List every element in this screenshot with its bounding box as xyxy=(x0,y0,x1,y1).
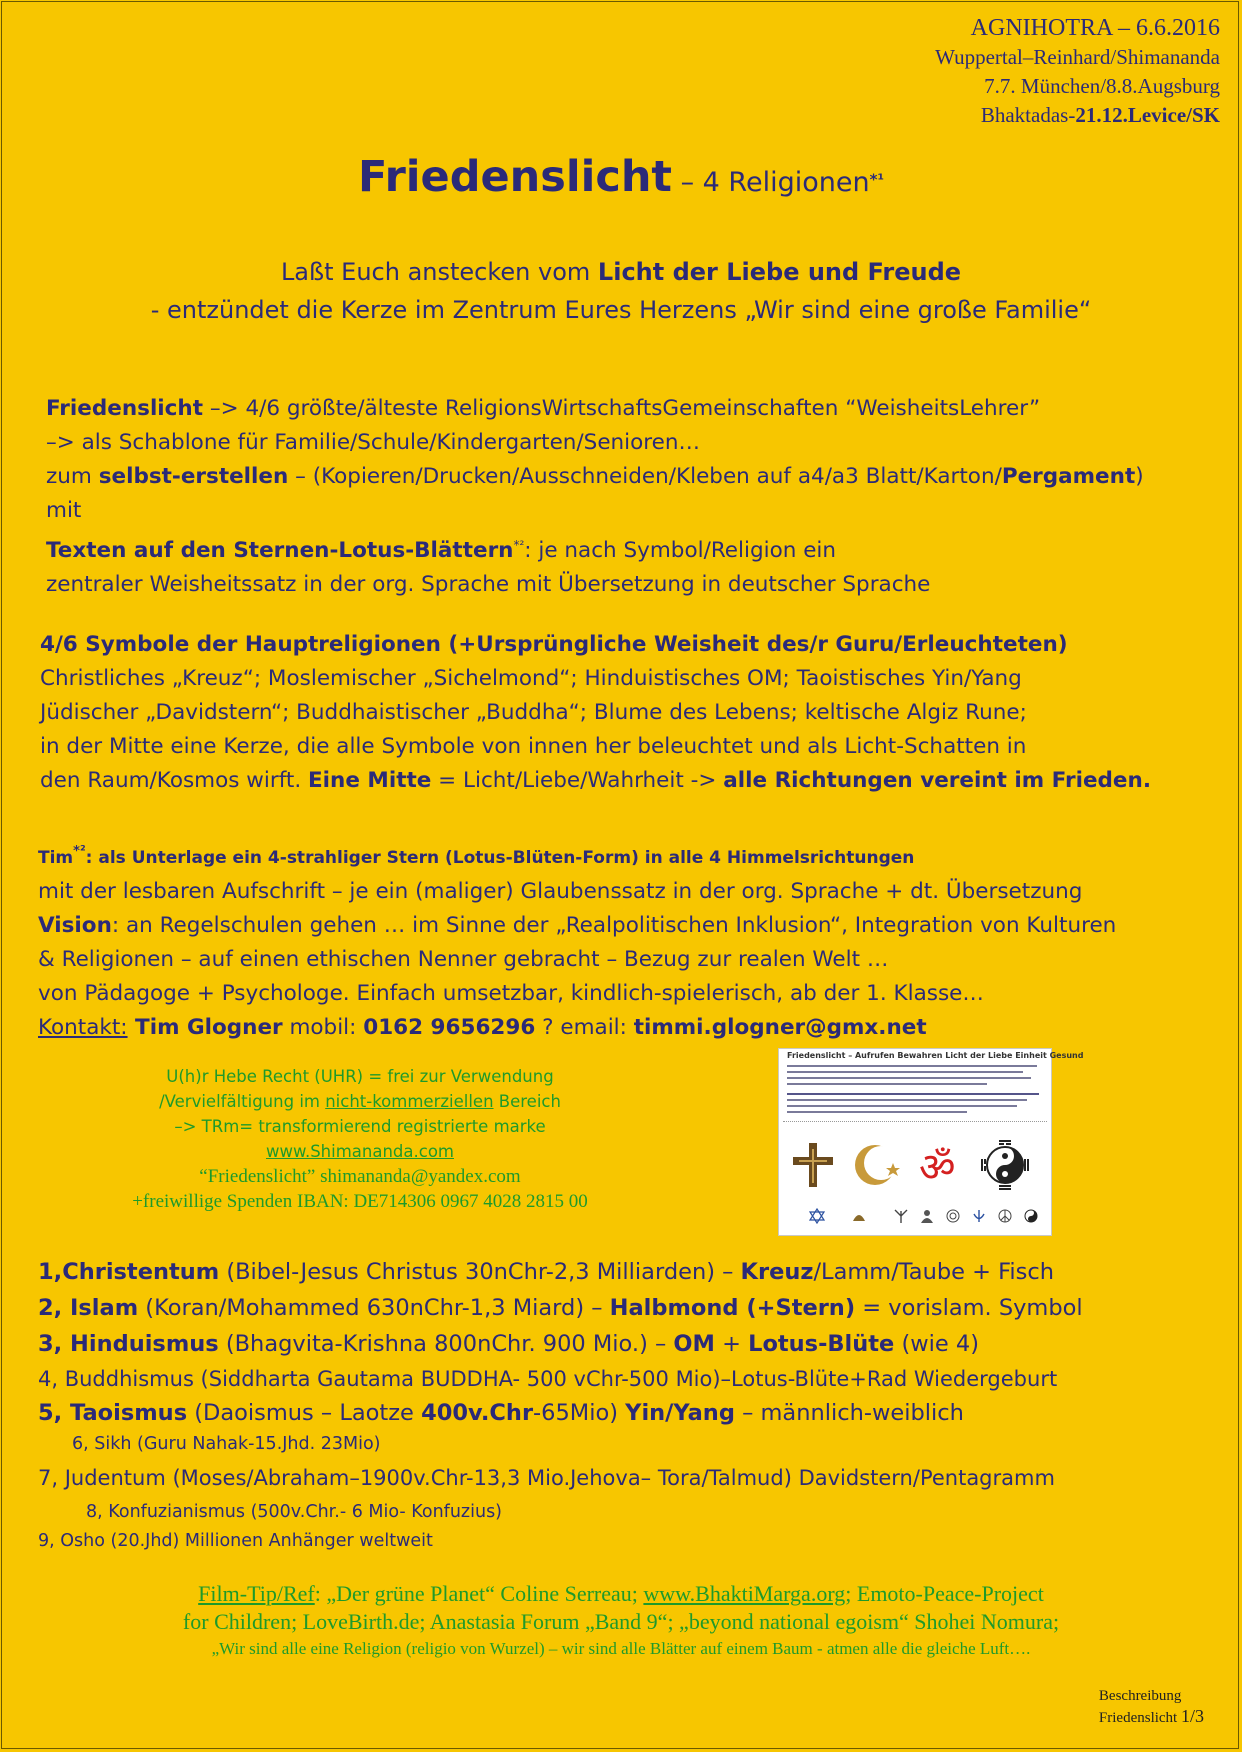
footer-bhaktimarga-link[interactable]: www.BhaktiMarga.org xyxy=(643,1581,846,1606)
r2b: (Koran/Mohammed 630nChr-1,3 Miard) – xyxy=(138,1295,610,1321)
buddha-icon xyxy=(919,1209,935,1223)
license-block xyxy=(100,1064,620,1214)
khanda-icon xyxy=(971,1209,987,1223)
thumb-text-line xyxy=(787,1093,1039,1095)
subtitle-l1a: Laßt Euch anstecken vom xyxy=(280,258,598,286)
r5c: 400v.Chr xyxy=(421,1400,534,1426)
tim-l1sup: *² xyxy=(73,844,86,859)
page-number: 1/3 xyxy=(1180,1706,1204,1726)
om-icon xyxy=(915,1139,967,1191)
yin-yang-small-icon xyxy=(1023,1209,1039,1223)
intro-l1a: Friedenslicht xyxy=(46,396,204,421)
intro-l3d: Pergament xyxy=(1001,464,1136,489)
intro-l1b: –> 4/6 größte/älteste ReligionsWirtschaftsGemeinschaften “WeisheitsLehrer” xyxy=(203,396,1041,421)
religion-item-6: 6, Sikh (Guru Nahak-15.Jhd. 23Mio) xyxy=(72,1434,381,1454)
title-rest: – 4 Religionen xyxy=(672,167,870,198)
r5a: 5, Taoismus xyxy=(38,1400,188,1426)
svg-text:ॐ: ॐ xyxy=(919,1145,956,1191)
religion-item-9: 9, Osho (20.Jhd) Millionen Anhänger weltweit xyxy=(38,1531,433,1551)
flower-of-life-icon xyxy=(945,1209,961,1223)
license-website-link[interactable]: www.Shimananda.com xyxy=(265,1142,454,1161)
header-line-4 xyxy=(935,101,1220,130)
footer-line-1 xyxy=(0,1580,1242,1608)
r5b: (Daoismus – Laotze xyxy=(187,1400,422,1426)
thumb-text-line xyxy=(787,1083,987,1085)
yin-yang-icon xyxy=(979,1139,1031,1191)
page-description-2 xyxy=(1099,1706,1204,1728)
contact-name: Tim Glogner xyxy=(127,1015,283,1041)
r5f: – männlich-weiblich xyxy=(734,1400,964,1426)
license-line-5: “Friedenslicht” shimananda@yandex.com xyxy=(199,1166,521,1187)
symbols-line-2: Jüdischer „Davidstern“; Buddhaistischer „Buddha“; Blume des Lebens; keltische Algiz Rune; xyxy=(40,700,1027,725)
religion-item-7: 7, Judentum (Moses/Abraham–1900v.Chr-13,3 Mio.Jehova– Tora/Talmud) Davidstern/Pentagramm xyxy=(38,1466,1055,1490)
religion-item-1 xyxy=(38,1254,1083,1290)
thumb-text-line xyxy=(787,1105,1017,1107)
page-desc-2-text: Friedenslicht xyxy=(1098,1710,1178,1726)
intro-l3c: – (Kopieren/Drucken/Ausschneiden/Kleben auf a4/a3 Blatt/Karton/ xyxy=(288,464,1002,489)
cross-icon xyxy=(787,1139,839,1191)
header-line-2: Wuppertal–Reinhard/Shimananda xyxy=(935,45,1220,69)
r2c: Halbmond (+Stern) xyxy=(609,1295,856,1321)
thumb-text-line xyxy=(787,1071,1023,1073)
r2d: = vorislam. Symbol xyxy=(855,1295,1083,1321)
intro-l3e: ) xyxy=(1135,464,1144,489)
license-line-3: –> TRm= transformierend registrierte marke xyxy=(174,1117,546,1136)
algiz-rune-icon xyxy=(893,1209,909,1223)
header-line-4-b: 21.12.Levice/SK xyxy=(1075,103,1220,127)
page-number-block xyxy=(1099,1686,1204,1728)
page-description: Beschreibung xyxy=(1098,1688,1182,1704)
footer-line-2: for Children; LoveBirth.de; Anastasia Forum „Band 9“; „beyond national egoism“ Shohei Nomura; xyxy=(182,1609,1060,1634)
intro-line-4: mit xyxy=(46,498,82,523)
contact-mobile-label: mobil: xyxy=(282,1015,364,1041)
license-l2b: nicht-kommerziellen xyxy=(325,1092,494,1111)
contact-email[interactable]: timmi.glogner@gmx.net xyxy=(633,1015,927,1041)
star-of-david-icon xyxy=(809,1209,825,1223)
license-iban: +freiwillige Spenden IBAN: DE714306 0967 4028 2815 00 xyxy=(132,1191,588,1212)
license-l2a: /Vervielfältigung im xyxy=(159,1092,326,1111)
r5d: -65Mio) xyxy=(533,1400,626,1426)
tim-l1b: : als Unterlage ein 4-strahliger Stern (Lotus-Blüten-Form) in alle 4 Himmelsrichtungen xyxy=(85,848,915,869)
symbols-line-3: in der Mitte eine Kerze, die alle Symbole von innen her beleuchtet und als Licht-Schatten in xyxy=(40,734,1027,759)
contact-phone: 0162 9656296 xyxy=(363,1015,536,1041)
intro-line-2: –> als Schablone für Familie/Schule/Kindergarten/Senioren… xyxy=(46,430,701,455)
symbols-l4d: alle Richtungen vereint im Frieden. xyxy=(723,768,1151,793)
symbols-line-1: Christliches „Kreuz“; Moslemischer „Sichelmond“; Hinduistisches OM; Taoistisches Yin/Yang xyxy=(40,666,1022,691)
header-line-1: AGNIHOTRA – 6.6.2016 xyxy=(970,15,1220,41)
intro-l5a: Texten auf den Sternen-Lotus-Blättern xyxy=(46,538,514,564)
symbols-line-4 xyxy=(40,764,1151,798)
subtitle-line-1 xyxy=(0,253,1242,291)
religion-item-2 xyxy=(38,1290,1083,1326)
thumb-text-line xyxy=(787,1099,1027,1101)
r3b: (Bhagvita-Krishna 800nChr. 900 Mio.) – xyxy=(218,1331,674,1357)
tim-line-5: von Pädagoge + Psychologe. Einfach umsetzbar, kindlich-spielerisch, ab der 1. Klasse… xyxy=(38,981,984,1007)
contact-label: Kontakt: xyxy=(38,1015,128,1041)
r3a: 3, Hinduismus xyxy=(38,1331,219,1357)
r3f: (wie 4) xyxy=(894,1331,979,1357)
thumbnail-title: Friedenslicht – Aufrufen Bewahren Licht der Liebe Einheit Gesund xyxy=(787,1051,1084,1060)
tim-line-2: mit der lesbaren Aufschrift – je ein (maliger) Glaubenssatz in der org. Sprache + dt. Übersetzung xyxy=(38,879,1083,905)
license-line-2 xyxy=(100,1089,620,1114)
religion-item-4: 4, Buddhismus (Siddharta Gautama BUDDHA- 500 vChr-500 Mio)–Lotus-Blüte+Rad Wiedergeburt xyxy=(38,1367,1058,1391)
tim-l1a: Tim xyxy=(38,848,74,869)
intro-block xyxy=(46,392,1144,602)
footer-line-3: „Wir sind alle eine Religion (religio von Wurzel) – wir sind alle Blätter auf einem Baum - atmen alle die gleiche Luft…. xyxy=(211,1639,1031,1658)
intro-l5b: : je nach Symbol/Religion ein xyxy=(524,538,837,564)
r1b: (Bibel-Jesus Christus 30nChr-2,3 Milliarden) – xyxy=(219,1259,741,1285)
r1a: 1,Christentum xyxy=(38,1259,220,1285)
thumb-text-line xyxy=(787,1111,967,1113)
intro-line-6: zentraler Weisheitssatz in der org. Sprache mit Übersetzung in deutscher Sprache xyxy=(46,572,931,598)
intro-l3b: selbst-erstellen xyxy=(98,464,289,489)
friedenslicht-preview-image xyxy=(778,1048,1084,1236)
tim-block xyxy=(38,835,1116,1045)
license-line-1: U(h)r Hebe Recht (UHR) = frei zur Verwendung xyxy=(166,1067,554,1086)
religion-item-3 xyxy=(38,1326,1083,1362)
r3d: + xyxy=(714,1331,749,1357)
page-title xyxy=(0,152,1242,202)
thumb-text-line xyxy=(787,1065,1037,1067)
title-main: Friedenslicht xyxy=(357,152,672,202)
symbols-heading: 4/6 Symbole der Hauptreligionen (+Ursprüngliche Weisheit des/r Guru/Erleuchteten) xyxy=(40,632,1068,657)
tim-l3a: Vision xyxy=(38,913,112,939)
header-line-4-a: Bhaktadas- xyxy=(980,103,1076,127)
peace-symbol-icon xyxy=(997,1209,1013,1223)
tim-l3b: : an Regelschulen gehen … im Sinne der „Realpolitischen Inklusion“, Integration von Kulturen xyxy=(111,913,1117,939)
symbols-l4a: den Raum/Kosmos wirft. xyxy=(40,768,308,793)
tim-line-3 xyxy=(38,909,1116,943)
intro-line-1 xyxy=(46,392,1144,426)
lotus-icon xyxy=(851,1209,867,1223)
thumb-divider xyxy=(783,1121,1047,1122)
symbols-block xyxy=(40,628,1151,798)
subtitle xyxy=(0,253,1242,329)
r5e: Yin/Yang xyxy=(625,1400,735,1426)
crescent-icon xyxy=(851,1139,903,1191)
religion-item-8: 8, Konfuzianismus (500v.Chr.- 6 Mio- Konfuzius) xyxy=(86,1502,503,1522)
header-line-3: 7.7. München/8.8.Augsburg xyxy=(984,74,1220,98)
r1d: /Lamm/Taube + Fisch xyxy=(813,1259,1055,1285)
footer-l1d: ; Emoto-Peace-Project xyxy=(845,1581,1044,1606)
religion-item-5 xyxy=(38,1396,1083,1430)
license-l2c: Bereich xyxy=(493,1092,561,1111)
r3e: Lotus-Blüte xyxy=(748,1331,895,1357)
intro-l5sup: *² xyxy=(513,538,525,552)
thumb-text-line xyxy=(787,1077,1031,1079)
intro-l3a: zum xyxy=(46,464,99,489)
subtitle-l1b: Licht der Liebe und Freude xyxy=(597,258,962,286)
subtitle-line-2: - entzündet die Kerze im Zentrum Eures Herzens „Wir sind eine große Familie“ xyxy=(150,296,1092,324)
tim-line-1 xyxy=(38,835,1116,875)
r1c: Kreuz xyxy=(740,1259,814,1285)
intro-line-5 xyxy=(46,528,1144,568)
footer-film-tip: Film-Tip/Ref xyxy=(198,1581,315,1606)
tim-line-4: & Religionen – auf einen ethischen Nenner gebracht – Bezug zur realen Welt … xyxy=(38,947,889,973)
title-sup: *¹ xyxy=(869,170,885,189)
r3c: OM xyxy=(673,1331,715,1357)
symbols-l4b: Eine Mitte xyxy=(308,768,432,793)
symbols-l4c: = Licht/Liebe/Wahrheit -> xyxy=(431,768,724,793)
intro-line-3 xyxy=(46,460,1144,494)
contact-line xyxy=(38,1011,1116,1045)
contact-email-label: ? email: xyxy=(535,1015,634,1041)
religion-list xyxy=(38,1254,1083,1556)
footer-l1b: : „Der grüne Planet“ Coline Serreau; xyxy=(314,1581,644,1606)
header-block xyxy=(935,14,1220,130)
r2a: 2, Islam xyxy=(38,1295,139,1321)
